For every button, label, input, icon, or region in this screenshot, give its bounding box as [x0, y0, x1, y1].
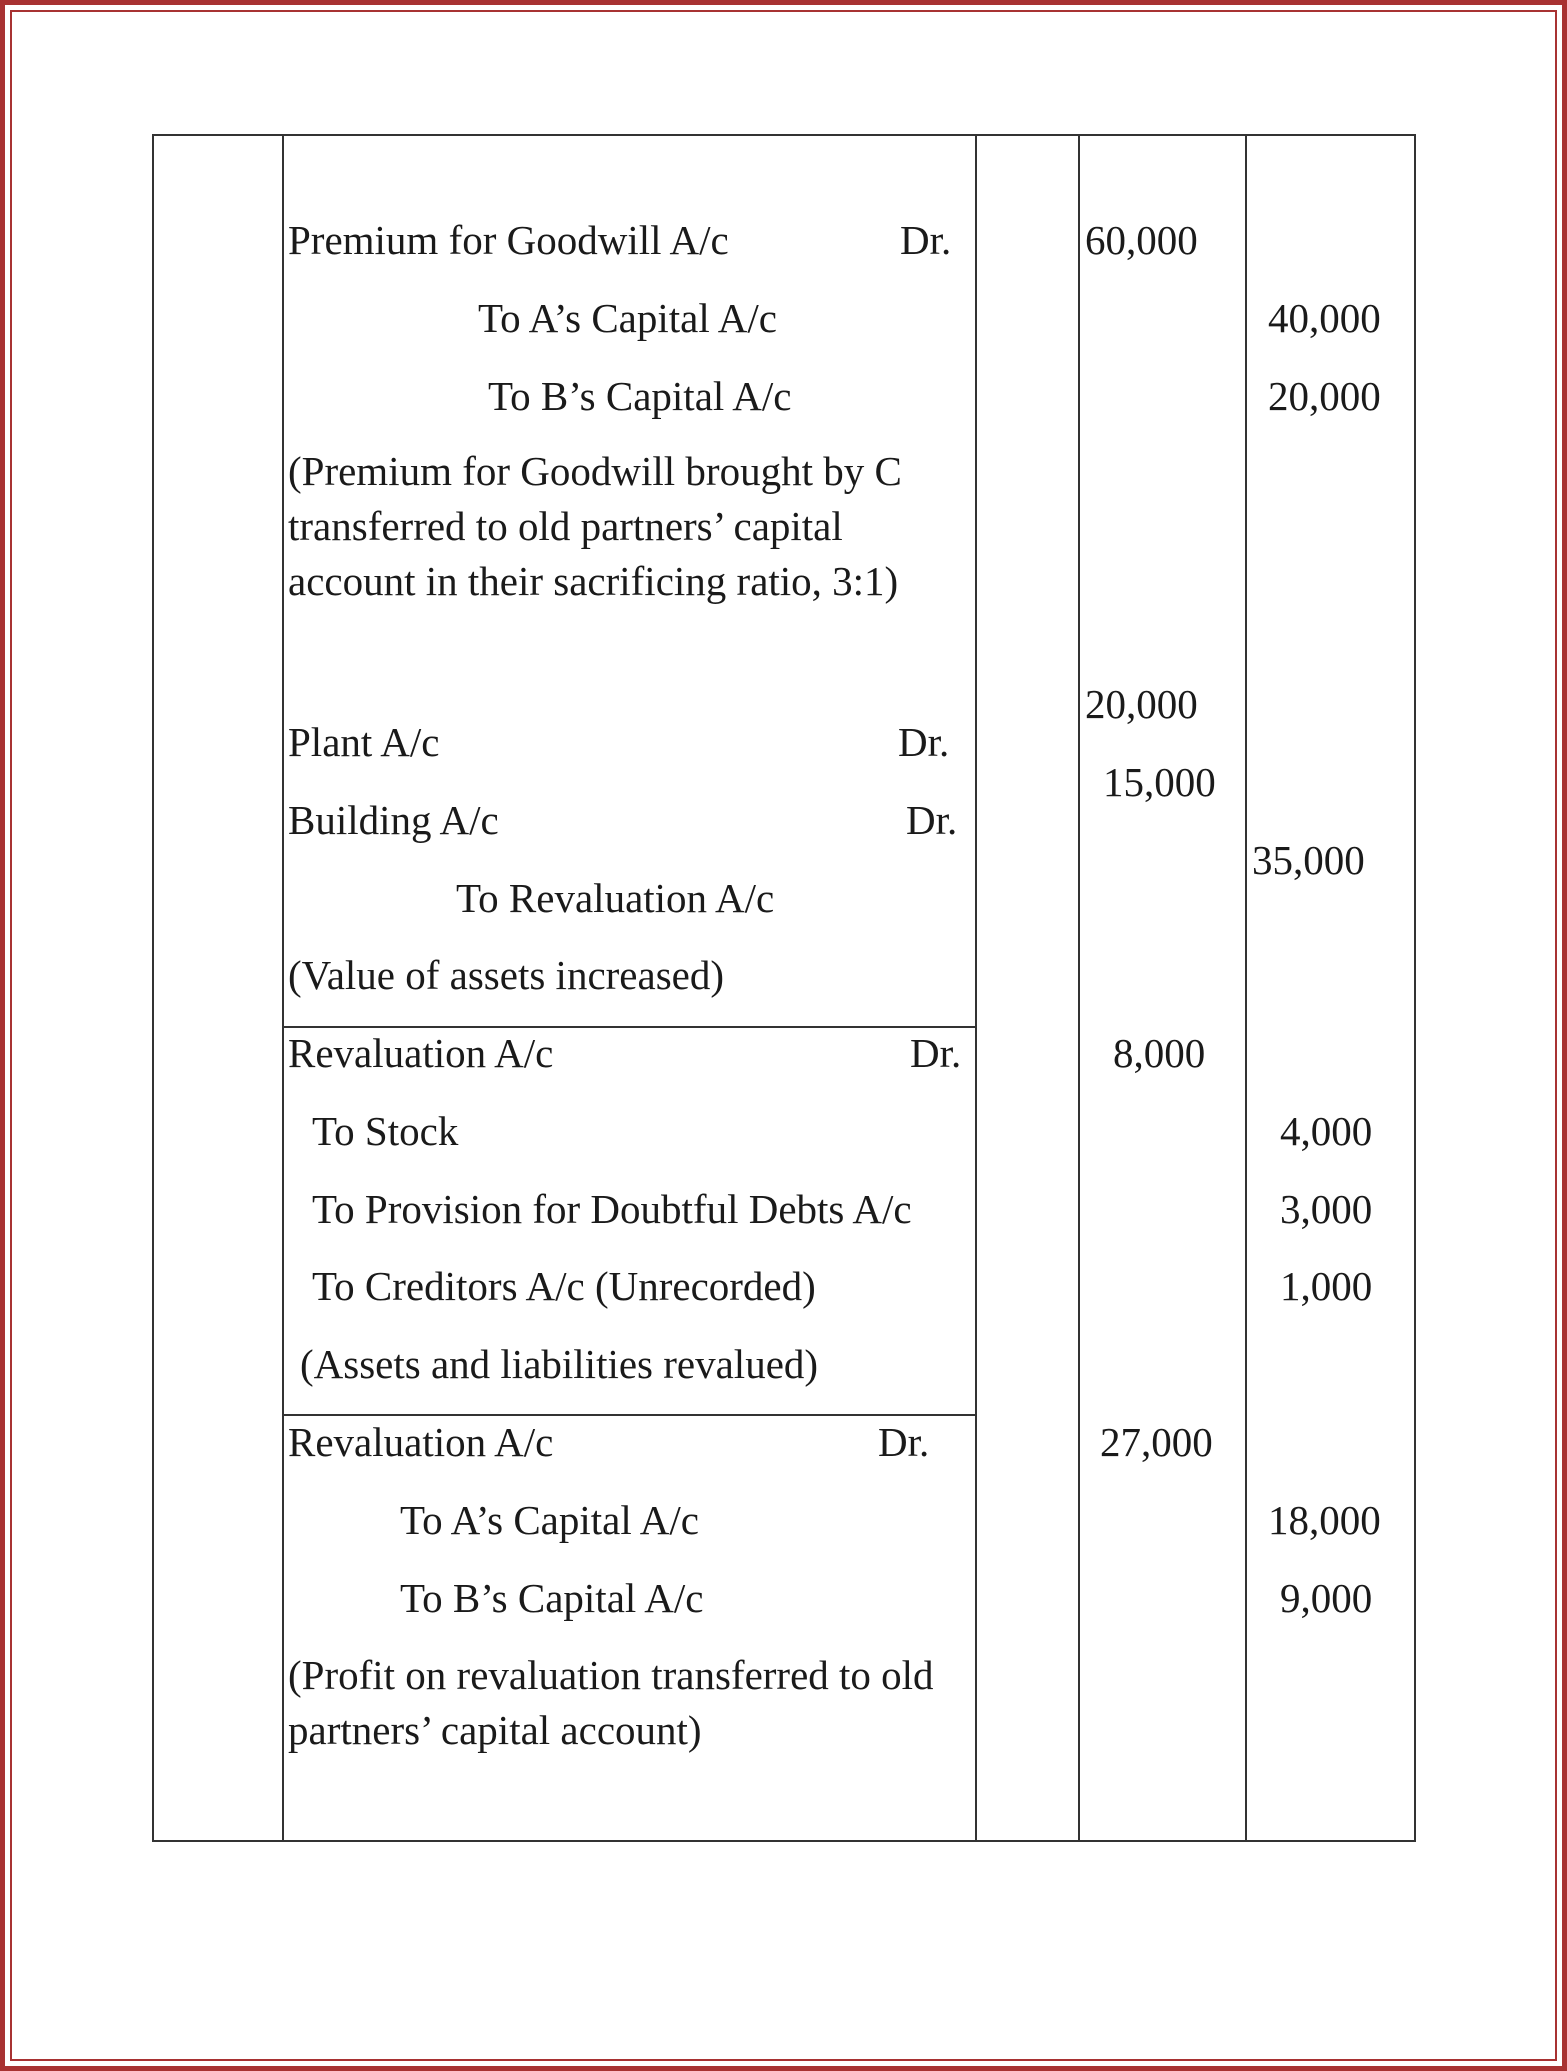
credit-account: To Revaluation A/c: [456, 875, 775, 921]
credit-account: To B’s Capital A/c: [400, 1575, 704, 1621]
debit-column-left-border: [1078, 134, 1080, 1842]
dr-marker: Dr.: [878, 1419, 930, 1465]
credit-amount: 1,000: [1280, 1263, 1373, 1309]
credit-amount: 3,000: [1280, 1186, 1373, 1232]
credit-amount: 18,000: [1268, 1497, 1381, 1543]
debit-amount: 8,000: [1113, 1030, 1206, 1076]
particulars-column-left-border: [282, 134, 284, 1842]
credit-amount: 40,000: [1268, 295, 1381, 341]
debit-amount: 20,000: [1085, 681, 1198, 727]
narration: (Assets and liabilities revalued): [300, 1341, 819, 1387]
debit-amount: 15,000: [1103, 759, 1216, 805]
credit-amount: 9,000: [1280, 1575, 1373, 1621]
table-top-border: [152, 134, 1416, 136]
narration: (Profit on revaluation transferred to old partners’ capital account): [288, 1652, 934, 1753]
date-column-left-border: [152, 134, 154, 1842]
credit-account: To Creditors A/c (Unrecorded): [312, 1263, 816, 1309]
dr-marker: Dr.: [898, 719, 950, 765]
narration: (Premium for Goodwill brought by C transferred to old partners’ capital account in their sacrificing ratio, 3:1): [288, 448, 902, 604]
dr-marker: Dr.: [906, 797, 958, 843]
entry-separator: [282, 1414, 977, 1416]
credit-account: To Stock: [312, 1108, 459, 1154]
debit-account: Revaluation A/c: [288, 1419, 554, 1465]
credit-account: To Provision for Doubtful Debts A/c: [312, 1186, 912, 1232]
credit-amount: 35,000: [1252, 837, 1365, 883]
credit-amount: 20,000: [1268, 373, 1381, 419]
narration: (Value of assets increased): [288, 952, 725, 998]
credit-account: To A’s Capital A/c: [478, 295, 777, 341]
debit-account: Revaluation A/c: [288, 1030, 554, 1076]
dr-marker: Dr.: [900, 217, 952, 263]
entry-separator: [282, 1026, 977, 1028]
credit-amount: 4,000: [1280, 1108, 1373, 1154]
credit-account: To A’s Capital A/c: [400, 1497, 699, 1543]
table-bottom-border: [152, 1840, 1416, 1842]
debit-amount: 60,000: [1085, 217, 1198, 263]
debit-account: Building A/c: [288, 797, 499, 843]
dr-marker: Dr.: [910, 1030, 962, 1076]
credit-column-left-border: [1245, 134, 1247, 1842]
lf-column-left-border: [975, 134, 977, 1842]
debit-amount: 27,000: [1100, 1419, 1213, 1465]
credit-account: To B’s Capital A/c: [488, 373, 792, 419]
debit-account: Plant A/c: [288, 719, 440, 765]
table-right-border: [1414, 134, 1416, 1842]
debit-account: Premium for Goodwill A/c: [288, 217, 729, 263]
